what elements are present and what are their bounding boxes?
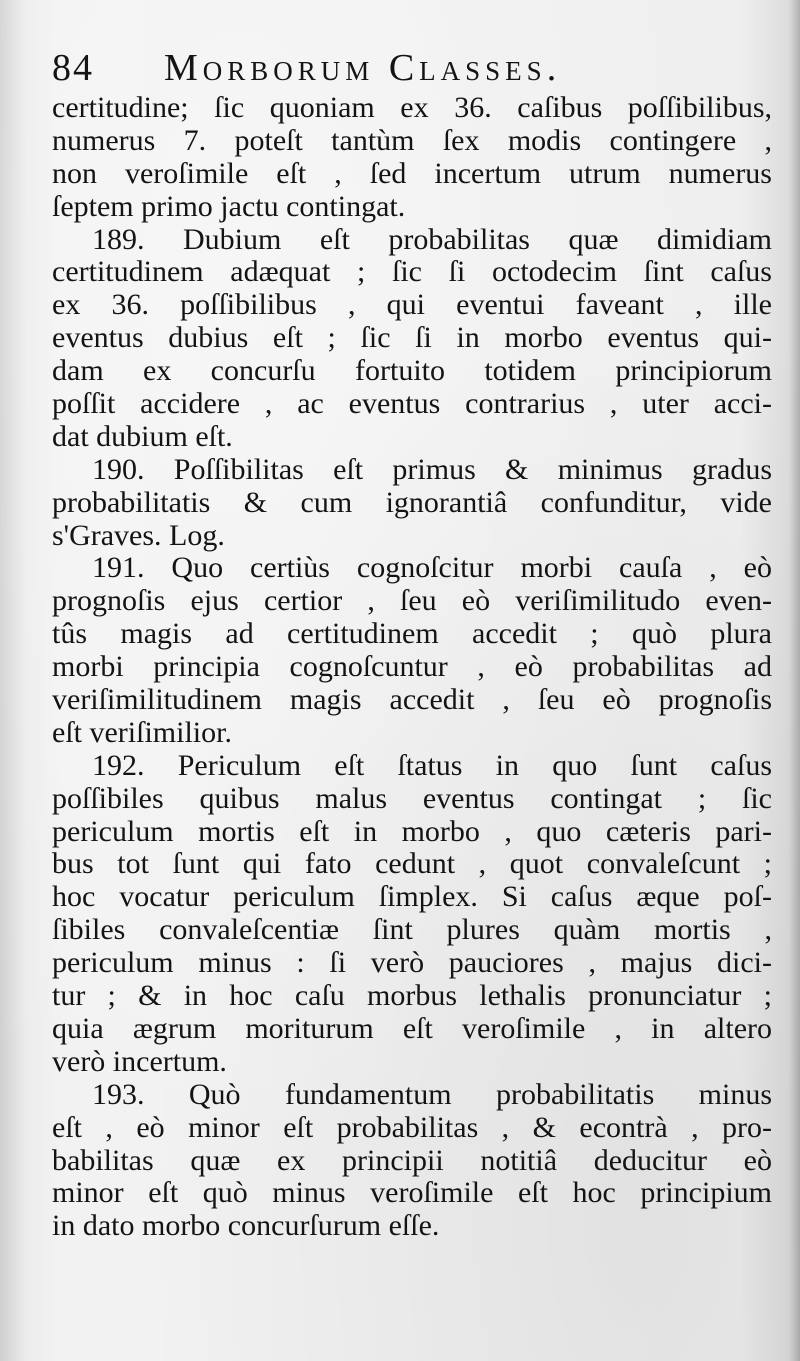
text-line: non veroſimile eſt , ſed incertum utrum numerus <box>52 156 772 190</box>
text-line: numerus 7. poteſt tantùm ſex modis contingere , <box>52 123 772 157</box>
text-line: ſeptem primo jactu contingat. <box>52 189 406 223</box>
text-line: tur ; & in hoc caſu morbus lethalis pronunciatur ; <box>52 979 772 1013</box>
text-line: poſſibiles quibus malus eventus contingat ; ſic <box>52 781 772 815</box>
text-line: periculum minus : ſi verò pauciores , majus dici- <box>52 946 772 980</box>
text-line: bus tot ſunt qui fato cedunt , quot convaleſcunt ; <box>52 847 772 881</box>
text-line: morbi principia cognoſcuntur , eò probabilitas ad <box>52 650 772 684</box>
text-line: verò incertum. <box>52 1044 227 1078</box>
text-line: dat dubium eſt. <box>52 419 233 453</box>
text-line: minor eſt quò minus veroſimile eſt hoc principium <box>52 1176 772 1210</box>
text-line: certitudinem adæquat ; ſic ſi octodecim ſint caſus <box>52 255 772 289</box>
page-number: 84 <box>52 47 94 89</box>
running-head <box>52 44 772 92</box>
text-line: 193. Quò fundamentum probabilitatis minus <box>92 1077 772 1111</box>
text-line: babilitas quæ ex principii notitiâ deducitur eò <box>52 1143 772 1177</box>
text-line: veriſimilitudinem magis accedit , ſeu eò prognoſis <box>52 683 772 717</box>
text-line: ex 36. poſſibilibus , qui eventui faveant , ille <box>52 288 772 322</box>
body-text <box>52 92 772 1243</box>
page-edge-shadow <box>788 0 800 1361</box>
text-line: quia ægrum moriturum eſt veroſimile , in altero <box>52 1011 772 1045</box>
text-line: tûs magis ad certitudinem accedit ; quò plura <box>52 617 772 651</box>
text-line: 190. Poſſibilitas eſt primus & minimus gradus <box>92 452 772 486</box>
text-line: periculum mortis eſt in morbo , quo cæteris pari- <box>52 814 772 848</box>
text-line: s'Graves. Log. <box>52 518 225 552</box>
text-line: ſibiles convaleſcentiæ ſint plures quàm mortis , <box>52 913 772 947</box>
text-line: 189. Dubium eſt probabilitas quæ dimidiam <box>92 222 772 256</box>
text-line: dam ex concurſu fortuito totidem principiorum <box>52 354 772 388</box>
text-line: probabilitatis & cum ignorantiâ confunditur, vide <box>52 485 772 519</box>
text-line: eventus dubius eſt ; ſic ſi in morbo eventus qui- <box>52 321 772 355</box>
text-line: hoc vocatur periculum ſimplex. Si caſus æque poſ- <box>52 880 772 914</box>
page-title: Morborum Classes. <box>164 47 562 89</box>
text-line: eſt veriſimilior. <box>52 715 232 749</box>
text-line: in dato morbo concurſurum eſſe. <box>52 1209 440 1243</box>
text-line: 191. Quo certiùs cognoſcitur morbi cauſa , eò <box>92 551 772 585</box>
text-line: certitudine; ſic quoniam ex 36. caſibus poſſibilibus, <box>52 91 772 124</box>
text-line: eſt , eò minor eſt probabilitas , & econtrà , pro- <box>52 1110 772 1144</box>
text-line: poſſit accidere , ac eventus contrarius , uter acci- <box>52 387 772 421</box>
text-line: 192. Periculum eſt ſtatus in quo ſunt caſus <box>92 748 772 782</box>
text-line: prognoſis ejus certior , ſeu eò veriſimilitudo even- <box>52 584 772 618</box>
